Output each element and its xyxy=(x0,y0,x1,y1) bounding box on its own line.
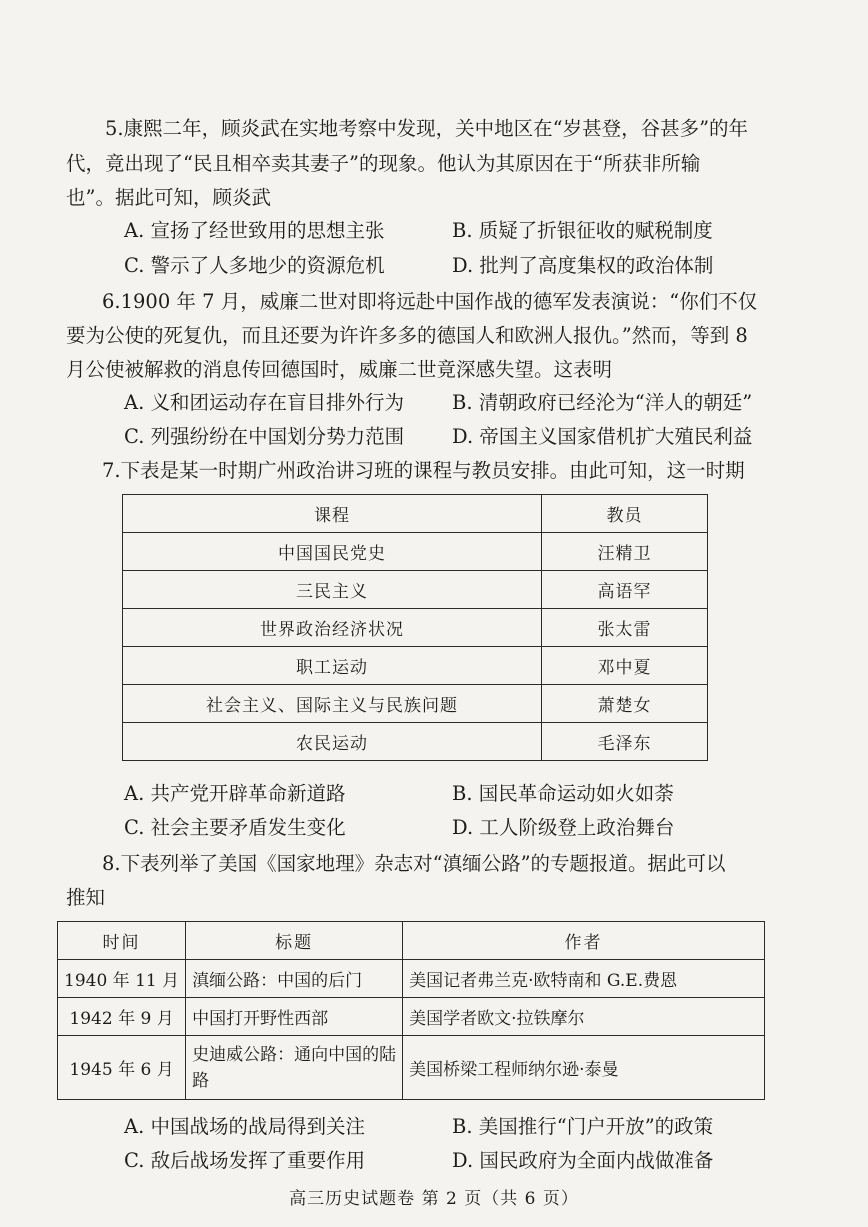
table-row xyxy=(123,685,708,723)
q6-option-c: C. 列强纷纷在中国划分势力范围 xyxy=(124,425,405,448)
q7-option-c: C. 社会主要矛盾发生变化 xyxy=(124,816,346,839)
table-row xyxy=(123,571,708,609)
q5-stem-line-3: 也”。据此可知，顾炎武 xyxy=(66,186,271,209)
table-header-row xyxy=(123,495,708,533)
table-header-time: 时间 xyxy=(58,922,186,960)
table-row xyxy=(123,609,708,647)
table-cell-time: 1940 年 11 月 xyxy=(58,960,186,998)
q8-option-a: A. 中国战场的战局得到关注 xyxy=(124,1115,365,1138)
q7-option-b: B. 国民革命运动如火如荼 xyxy=(452,782,674,805)
q6-stem-line-2: 要为公使的死复仇，而且还要为许许多多的德国人和欧洲人报仇。”然而，等到 8 xyxy=(66,324,748,347)
table-header-course: 课程 xyxy=(123,495,542,533)
page-footer: 高三历史试题卷 第 2 页（共 6 页） xyxy=(289,1189,579,1209)
table-cell-time: 1942 年 9 月 xyxy=(58,998,186,1036)
table-row xyxy=(123,533,708,571)
table-cell-course: 农民运动 xyxy=(123,723,542,761)
q7-course-table xyxy=(122,494,708,761)
q6-stem-line-1: 6.1900 年 7 月，威廉二世对即将远赴中国作战的德军发表演说：“你们不仅 xyxy=(102,290,758,313)
table-cell-teacher: 毛泽东 xyxy=(542,723,708,761)
table-cell-course: 社会主义、国际主义与民族问题 xyxy=(123,685,542,723)
table-cell-course: 职工运动 xyxy=(123,647,542,685)
q5-stem-line-1: 5.康熙二年，顾炎武在实地考察中发现，关中地区在“岁甚登，谷甚多”的年 xyxy=(105,117,749,140)
q6-option-d: D. 帝国主义国家借机扩大殖民利益 xyxy=(452,425,753,448)
q5-option-a: A. 宣扬了经世致用的思想主张 xyxy=(124,219,385,242)
q8-stem-line-1: 8.下表列举了美国《国家地理》杂志对“滇缅公路”的专题报道。据此可以 xyxy=(102,852,726,875)
table-cell-time: 1945 年 6 月 xyxy=(58,1036,186,1100)
table-cell-course: 世界政治经济状况 xyxy=(123,609,542,647)
table-cell-title: 史迪威公路：通向中国的陆路 xyxy=(186,1036,403,1100)
q7-option-d: D. 工人阶级登上政治舞台 xyxy=(452,816,675,839)
q7-stem: 7.下表是某一时期广州政治讲习班的课程与教员安排。由此可知，这一时期 xyxy=(102,459,745,482)
q8-option-b: B. 美国推行“门户开放”的政策 xyxy=(452,1115,714,1138)
q6-option-b: B. 清朝政府已经沦为“洋人的朝廷” xyxy=(452,391,753,414)
table-header-teacher: 教员 xyxy=(542,495,708,533)
table-cell-teacher: 高语罕 xyxy=(542,571,708,609)
table-header-title: 标题 xyxy=(186,922,403,960)
table-row xyxy=(123,723,708,761)
q5-option-d: D. 批判了高度集权的政治体制 xyxy=(452,254,714,277)
q8-option-d: D. 国民政府为全面内战做准备 xyxy=(452,1149,714,1172)
table-cell-course: 中国国民党史 xyxy=(123,533,542,571)
table-cell-author: 美国学者欧文·拉铁摩尔 xyxy=(403,998,765,1036)
table-cell-author: 美国桥梁工程师纳尔逊·泰曼 xyxy=(403,1036,765,1100)
q7-option-a: A. 共产党开辟革命新道路 xyxy=(124,782,346,805)
table-row xyxy=(58,1036,765,1100)
table-cell-author: 美国记者弗兰克·欧特南和 G.E.费恩 xyxy=(403,960,765,998)
table-cell-teacher: 邓中夏 xyxy=(542,647,708,685)
table-cell-teacher: 萧楚女 xyxy=(542,685,708,723)
q8-stem-line-2: 推知 xyxy=(66,886,106,909)
q5-stem-line-2: 代，竟出现了“民且相卒卖其妻子”的现象。他认为其原因在于“所获非所输 xyxy=(66,152,701,175)
q6-option-a: A. 义和团运动存在盲目排外行为 xyxy=(124,391,404,414)
q8-report-table xyxy=(57,921,765,1100)
q5-option-b: B. 质疑了折银征收的赋税制度 xyxy=(452,219,713,242)
table-row xyxy=(58,998,765,1036)
table-header-author: 作者 xyxy=(403,922,765,960)
q8-option-c: C. 敌后战场发挥了重要作用 xyxy=(124,1149,366,1172)
table-cell-course: 三民主义 xyxy=(123,571,542,609)
table-row xyxy=(123,647,708,685)
table-cell-title: 中国打开野性西部 xyxy=(186,998,403,1036)
table-row xyxy=(58,960,765,998)
table-cell-teacher: 汪精卫 xyxy=(542,533,708,571)
q6-stem-line-3: 月公使被解救的消息传回德国时，威廉二世竟深感失望。这表明 xyxy=(66,358,613,381)
table-header-row xyxy=(58,922,765,960)
table-cell-teacher: 张太雷 xyxy=(542,609,708,647)
table-cell-title: 滇缅公路：中国的后门 xyxy=(186,960,403,998)
q5-option-c: C. 警示了人多地少的资源危机 xyxy=(124,254,385,277)
